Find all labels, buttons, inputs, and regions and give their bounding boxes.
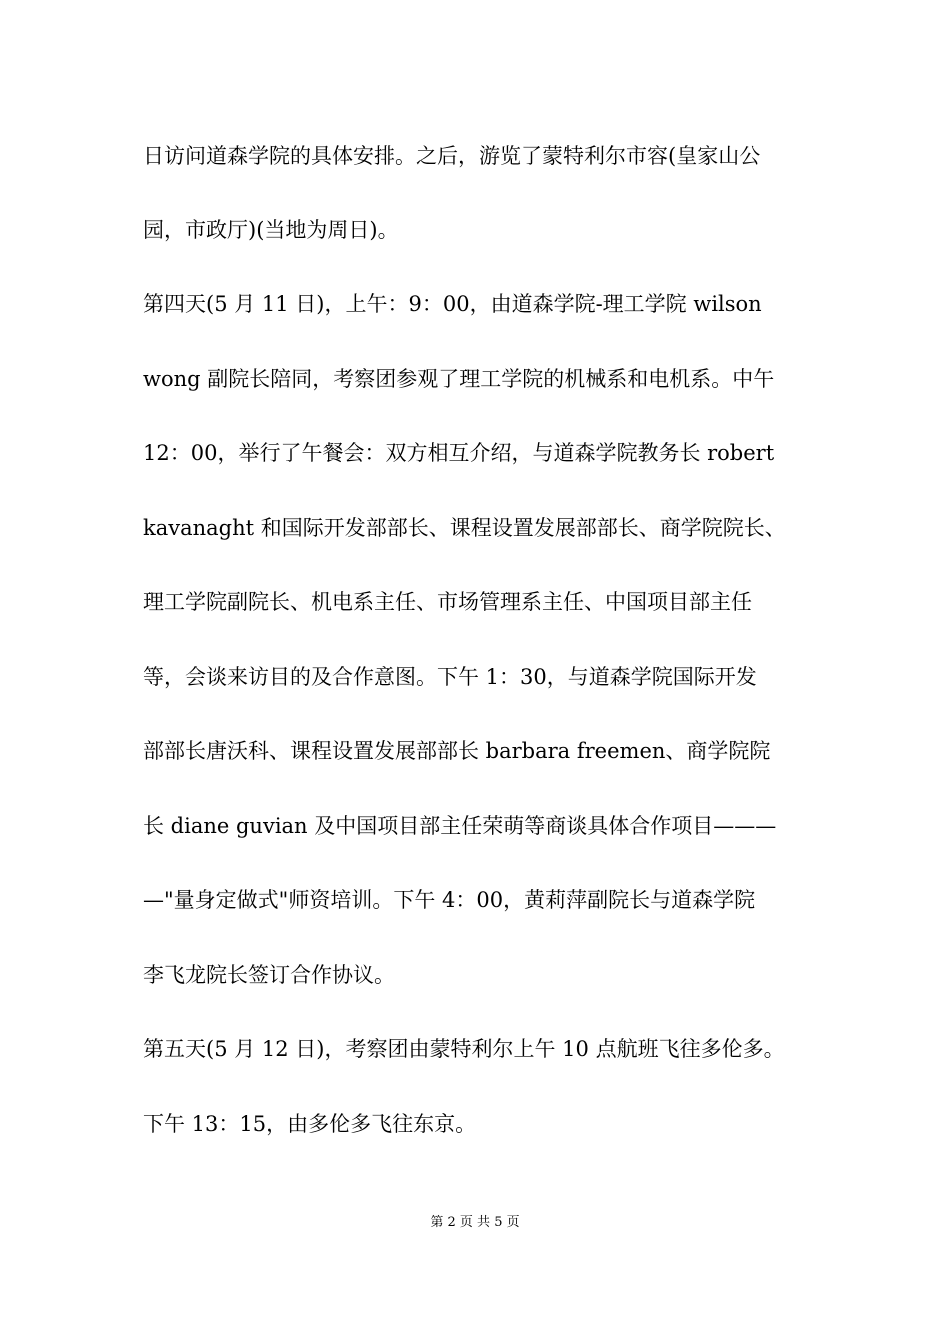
paragraph-line: 第四天(5 月 11 日)，上午：9：00，由道森学院-理工学院 wilson xyxy=(143,292,762,316)
paragraph-line: 李飞龙院长签订合作协议。 xyxy=(143,963,395,987)
paragraph-line: —"量身定做式"师资培训。下午 4：00，黄莉萍副院长与道森学院 xyxy=(143,888,756,912)
paragraph-line: 部部长唐沃科、课程设置发展部部长 barbara freemen、商学院院 xyxy=(143,739,771,763)
paragraph-line: 园，市政厅)(当地为周日)。 xyxy=(143,218,399,242)
page-number-footer: 第 2 页 共 5 页 xyxy=(430,1215,520,1230)
paragraph-line: 日访问道森学院的具体安排。之后，游览了蒙特利尔市容(皇家山公 xyxy=(143,144,761,168)
paragraph-line: 长 diane guvian 及中国项目部主任荣萌等商谈具体合作项目——— xyxy=(143,814,777,838)
paragraph-line: 第五天(5 月 12 日)，考察团由蒙特利尔上午 10 点航班飞往多伦多。 xyxy=(143,1037,785,1061)
paragraph-line: 理工学院副院长、机电系主任、市场管理系主任、中国项目部主任 xyxy=(143,590,752,614)
paragraph-line: 12：00，举行了午餐会：双方相互介绍，与道森学院教务长 robert xyxy=(143,441,775,465)
paragraph-line: wong 副院长陪同，考察团参观了理工学院的机械系和电机系。中午 xyxy=(143,367,775,391)
paragraph-line: 下午 13：15，由多伦多飞往东京。 xyxy=(143,1112,477,1136)
paragraph-line: kavanaght 和国际开发部部长、课程设置发展部部长、商学院院长、 xyxy=(143,516,786,540)
paragraph-line: 等，会谈来访目的及合作意图。下午 1：30，与道森学院国际开发 xyxy=(143,665,757,689)
